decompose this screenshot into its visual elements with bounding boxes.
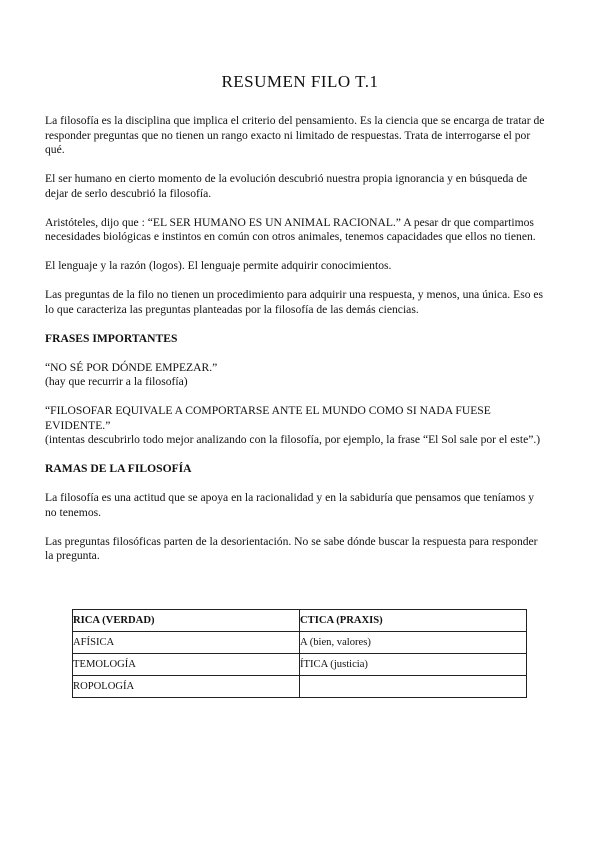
ramas-paragraph-2: Las preguntas filosóficas parten de la desorientación. No se sabe dónde buscar la respuesta para responder la pregunta. bbox=[45, 534, 538, 562]
frase-1-quote: “NO SÉ POR DÓNDE EMPEZAR.” bbox=[45, 360, 218, 374]
frase-1 bbox=[45, 361, 545, 390]
paragraph-evolution: El ser humano en cierto momento de la evolución descubrió nuestra propia ignorancia y en búsqueda de dejar de serlo descubrió la filosofía. bbox=[45, 172, 528, 200]
table-row bbox=[73, 610, 527, 632]
ramas-paragraph-1: La filosofía es una actitud que se apoya en la racionalidad y en la sabiduría que pensamos que teníamos y no tenemos. bbox=[45, 491, 535, 519]
table-cell: A (bien, valores) bbox=[300, 632, 527, 654]
frase-2-note: (intentas descubrirlo todo mejor analizando con la filosofía, por ejemplo, la frase “El Sol sale por el este”.) bbox=[45, 433, 541, 446]
table-row bbox=[73, 676, 527, 698]
table-row bbox=[73, 632, 527, 654]
table-cell: TEMOLOGÍA bbox=[73, 654, 300, 676]
table-cell: CTICA (PRAXIS) bbox=[300, 610, 527, 632]
document-title: RESUMEN FILO T.1 bbox=[221, 72, 379, 91]
table-cell: ROPOLOGÍA bbox=[73, 676, 300, 698]
frase-2-quote: “FILOSOFAR EQUIVALE A COMPORTARSE ANTE EL MUNDO COMO SI NADA FUESE EVIDENTE.” bbox=[45, 404, 491, 432]
paragraph-lenguaje: El lenguaje y la razón (logos). El lenguaje permite adquirir conocimientos. bbox=[45, 259, 392, 272]
paragraph-definition: La filosofía es la disciplina que implica el criterio del pensamiento. Es la ciencia que se encarga de tratar de responder preguntas que no tienen un rango exacto ni limitado de respuestas. Trata de interrogarse el por qué. bbox=[45, 114, 545, 156]
ramas-table bbox=[72, 609, 527, 698]
paragraph-preguntas: Las preguntas de la filo no tienen un procedimiento para adquirir una respuesta, y menos, una única. Eso es lo que caracteriza las preguntas planteadas por la filosofía de las demás ciencias. bbox=[45, 288, 544, 316]
frases-heading: FRASES IMPORTANTES bbox=[45, 331, 178, 345]
table-cell bbox=[300, 676, 527, 698]
frase-2 bbox=[45, 404, 545, 448]
table-row bbox=[73, 654, 527, 676]
table-cell: AFÍSICA bbox=[73, 632, 300, 654]
paragraph-aristoteles: Aristóteles, dijo que : “EL SER HUMANO ES UN ANIMAL RACIONAL.” A pesar dr que compartimos necesidades biológicas e instintos en común con otros animales, tenemos capacidades que ellos no tienen. bbox=[45, 215, 536, 243]
table-cell: ÍTICA (justicia) bbox=[300, 654, 527, 676]
document-body bbox=[45, 114, 545, 578]
ramas-heading: RAMAS DE LA FILOSOFÍA bbox=[45, 462, 192, 475]
frase-1-note: (hay que recurrir a la filosofía) bbox=[45, 375, 188, 388]
table-cell: RICA (VERDAD) bbox=[73, 610, 300, 632]
